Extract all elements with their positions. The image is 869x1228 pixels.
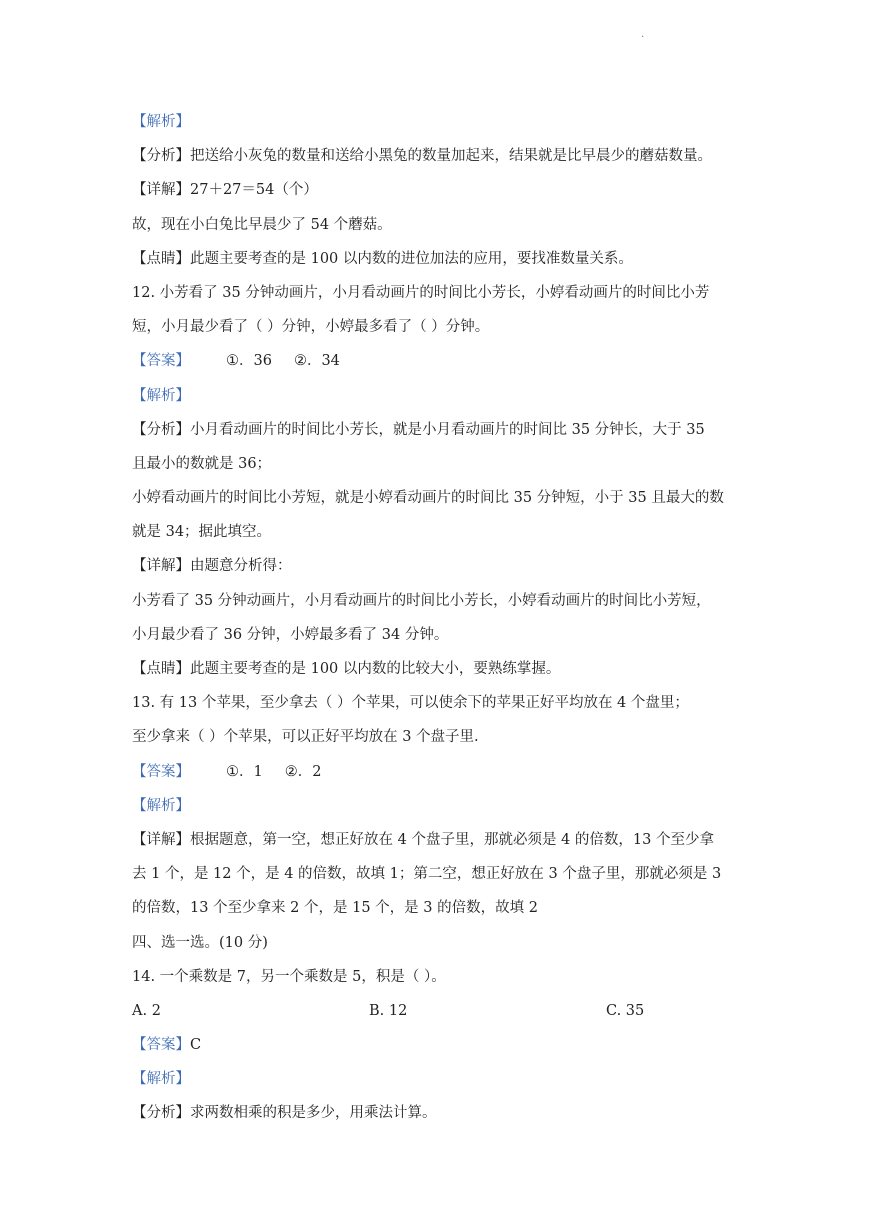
- q14-option-c: C. 35: [606, 1002, 645, 1019]
- q12-dianjing-tag: 【点睛】: [132, 661, 190, 677]
- q12-answer-line: [132, 348, 752, 382]
- q11-fenxi-tag: 【分析】: [132, 148, 190, 165]
- q12-fenxi-line3: 小婷看动画片的时间比小芳短，就是小婷看动画片的时间比 35 分钟短，小于 35 且最大的数: [132, 490, 724, 507]
- q13-jiexi-line: [132, 793, 752, 827]
- q12-xiangjie-line2: 小芳看了 35 分钟动画片，小月看动画片的时间比小芳长，小婷看动画片的时间比小芳短，: [132, 592, 711, 609]
- q11-conclusion: 故，现在小白兔比早晨少了 54 个蘑菇。: [132, 216, 392, 233]
- q12-xiangjie-tag: 【详解】: [132, 558, 190, 575]
- q12-fenxi-text1: 小月看动画片的时间比小芳长，就是小月看动画片的时间比 35 分钟长，大于 35: [190, 421, 705, 438]
- q13-xiangjie-line2: 去 1 个，是 12 个，是 4 的倍数，故填 1；第二空，想正好放在 3 个盘子里，那就必须是 3: [132, 866, 722, 883]
- q12-dianjing-text: 此题主要考查的是 100 以内数的比较大小，要熟练掌握。: [190, 661, 561, 677]
- q12-fenxi-line2: 且最小的数就是 36；: [132, 455, 272, 472]
- q11-jiexi-line: [132, 109, 752, 143]
- q13-jiexi-tag: 【解析】: [132, 797, 190, 814]
- q14-option-a: A. 2: [132, 1002, 161, 1019]
- q11-fenxi-text: 把送给小灰兔的数量和送给小黑兔的数量加起来，结果就是比早晨少的蘑菇数量。: [190, 148, 712, 165]
- q14-fenxi-tag: 【分析】: [132, 1105, 190, 1122]
- q12-answer-1: ①．36: [226, 353, 272, 370]
- q14-jiexi-tag: 【解析】: [132, 1071, 190, 1088]
- q14-answer: C: [190, 1037, 202, 1054]
- q11-dianjing-line: [132, 246, 752, 280]
- q12-jiexi-line: [132, 383, 752, 417]
- q14-jiexi-line: [132, 1066, 752, 1100]
- q14-fenxi-text: 求两数相乘的积是多少，用乘法计算。: [190, 1105, 437, 1122]
- q14-fenxi-line: [132, 1100, 752, 1134]
- q14-answer-tag: 【答案】: [132, 1037, 190, 1054]
- header-mark: .: [641, 29, 645, 40]
- q13-xiangjie-tag: 【详解】: [132, 831, 190, 848]
- q12-answer-tag: 【答案】: [132, 353, 190, 370]
- q11-dianjing-tag: 【点睛】: [132, 250, 190, 267]
- q13-answer-tag: 【答案】: [132, 763, 190, 780]
- q11-xiangjie-tag: 【详解】: [132, 182, 190, 199]
- q13-answer-line: [132, 759, 752, 793]
- q11-dianjing-text: 此题主要考查的是 100 以内数的进位加法的应用，要找准数量关系。: [190, 250, 633, 267]
- q13-xiangjie-line3: 的倍数，13 个至少拿来 2 个，是 15 个，是 3 的倍数，故填 2: [132, 900, 538, 917]
- q12-fenxi-tag: 【分析】: [132, 421, 190, 438]
- q13-answer-2: ②．2: [284, 763, 322, 780]
- q11-fenxi-line: [132, 143, 752, 177]
- q13-xiangjie-line1: [132, 827, 752, 861]
- q13-stem-line2: 至少拿来（ ）个苹果，可以正好平均放在 3 个盘子里.: [132, 729, 479, 746]
- q13-answer-1: ①．1: [226, 763, 263, 780]
- q12-xiangjie-line3: 小月最少看了 36 分钟，小婷最多看了 34 分钟。: [132, 626, 449, 643]
- q12-xiangjie-line: [132, 553, 752, 587]
- q14-answer-line: [132, 1032, 752, 1066]
- document-body: [132, 109, 752, 1135]
- q12-fenxi-line4: 就是 34；据此填空。: [132, 524, 272, 541]
- q14-stem: 14. 一个乘数是 7，另一个乘数是 5，积是（ ）。: [132, 968, 446, 985]
- q11-xiangjie-line: [132, 177, 752, 211]
- q12-dianjing-line: [132, 656, 752, 690]
- q11-jiexi-tag: 【解析】: [132, 114, 190, 130]
- q13-stem-line1: 13. 有 13 个苹果，至少拿去（ ）个苹果，可以使余下的苹果正好平均放在 4 个盘里；: [132, 695, 689, 712]
- q14-option-b: B. 12: [369, 1002, 408, 1019]
- q12-jiexi-tag: 【解析】: [132, 387, 190, 404]
- q12-stem-line2: 短，小月最少看了（ ）分钟，小婷最多看了（ ）分钟。: [132, 319, 490, 336]
- q12-fenxi-line1: [132, 417, 752, 451]
- q11-xiangjie-text: 27＋27＝54（个）: [190, 182, 318, 199]
- q12-answer-2: ②．34: [293, 353, 340, 370]
- q12-stem-line1: 12. 小芳看了 35 分钟动画片，小月看动画片的时间比小芳长，小婷看动画片的时间比小芳: [132, 284, 710, 301]
- q14-options: [132, 998, 752, 1032]
- q13-xiangjie-text1: 根据题意，第一空，想正好放在 4 个盘子里，那就必须是 4 的倍数，13 个至少拿: [190, 831, 714, 848]
- section-heading: 四、选一选。(10 分): [132, 934, 268, 951]
- q12-xiangjie-text: 由题意分析得：: [190, 558, 292, 575]
